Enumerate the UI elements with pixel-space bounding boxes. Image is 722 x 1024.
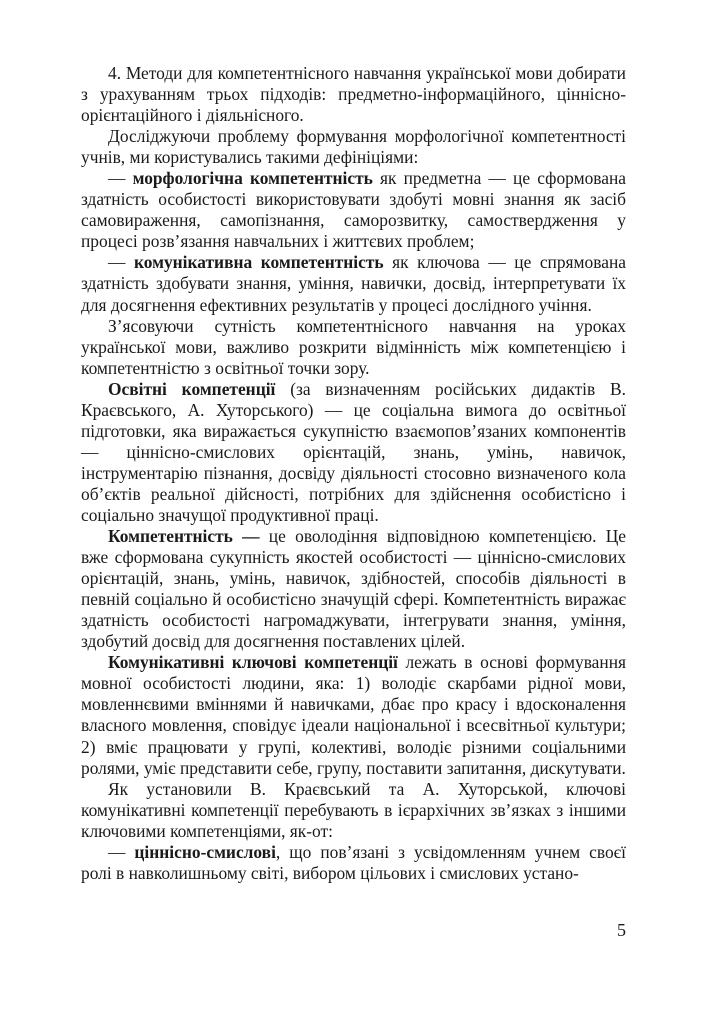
- text-run: —: [108, 168, 133, 189]
- text-run: Досліджуючи проблему формування морфологічної компетентності учнів, ми користувались такими дефініціями:: [81, 126, 626, 168]
- paragraph: [81, 168, 626, 252]
- text-run: —: [108, 252, 134, 273]
- paragraph: [81, 842, 626, 884]
- bold-term: Комунікативні ключові компетенції: [108, 652, 398, 673]
- paragraph: [81, 126, 626, 168]
- bold-term: морфологічна компетентність: [132, 168, 373, 189]
- bold-term: ціннісно-смислові: [134, 841, 276, 862]
- paragraph: [81, 779, 626, 842]
- paragraph: [81, 316, 626, 379]
- bold-term: Освітні компетенції: [108, 378, 276, 399]
- text-run: Як установили В. Краєвський та А. Хуторськой, ключові комунікативні компетенції перебувають в ієрархічних зв’язках з іншими ключовими компетенціями, як-от:: [81, 778, 626, 841]
- paragraph: [81, 379, 626, 526]
- text-run: З’ясовуючи сутність компетентнісного навчання на уроках української мови, важливо розкрити відмінність між компетенцією і компетентністю з освітньої точки зору.: [81, 315, 626, 378]
- text-run: , що пов’язані з усвідомленням учнем своєї ролі в навколишньому світі, вибором цільових і смислових устано-: [81, 841, 626, 883]
- page-number: 5: [617, 920, 626, 940]
- text-run: як ключова — це спрямована здатність здобувати знання, уміння, навички, досвід, інтерпретувати їх для досягнення ефективних результатів у процесі дослідного учіння.: [81, 252, 626, 315]
- bold-term: Компетентність —: [108, 526, 260, 547]
- paragraph: [81, 652, 626, 778]
- text-run: лежать в основі формування мовної особистості людини, яка: 1) володіє скарбами рідної мови, мовленнєвими вміннями й навичками, дбає про красу і вдосконалення власного мовлення, сповідує ідеали національної і всесвітньої культури; 2) вміє працювати у групі, колективі, володіє різними соціальними ролями, уміє представити себе, групу, поставити запитання, дискутувати.: [81, 652, 627, 778]
- text-run: (за визначенням російських дидактів В. Краєвського, А. Хуторського) — це соціальна вимога до освітньої підготовки, яка виражається сукупністю взаємопов’язаних компонентів — ціннісно-смислових орієнтацій, знань, умінь, навичок, інструментарію пізнання, досвіду діяльності стосовно визначеного кола об’єктів реальної дійсності, потрібних для здійснення особистісно і соціально значущої продуктивної праці.: [81, 378, 626, 525]
- text-run: 4. Методи для компетентнісного навчання української мови добирати з урахуванням трьох підходів: предметно-інформаційного, ціннісно-орієнтаційного і діяльнісного.: [81, 63, 626, 126]
- paragraph: [81, 63, 626, 126]
- text-run: як предметна — це сформована здатність особистості використовувати здобуті мовні знання як засіб самовираження, самопізнання, саморозвитку, самоствердження у процесі розв’язання навчальних і життєвих проблем;: [81, 168, 626, 252]
- bold-term: комунікативна компетентність: [133, 252, 384, 273]
- text-run: —: [108, 841, 135, 862]
- text-run: це оволодіння відповідною компетенцією. Це вже сформована сукупність якостей особистості — ціннісно-смислових орієнтацій, знань, умінь, навичок, здібностей, способів діяльності в певній соціально й особистісно значущій сфері. Компетентність виражає здатність особистості нагромаджувати, інтегрувати знання, уміння, здобутий досвід для досягнення поставлених цілей.: [81, 526, 626, 652]
- paragraph: [81, 526, 626, 652]
- paragraph: [81, 252, 626, 315]
- page-text: [81, 63, 626, 884]
